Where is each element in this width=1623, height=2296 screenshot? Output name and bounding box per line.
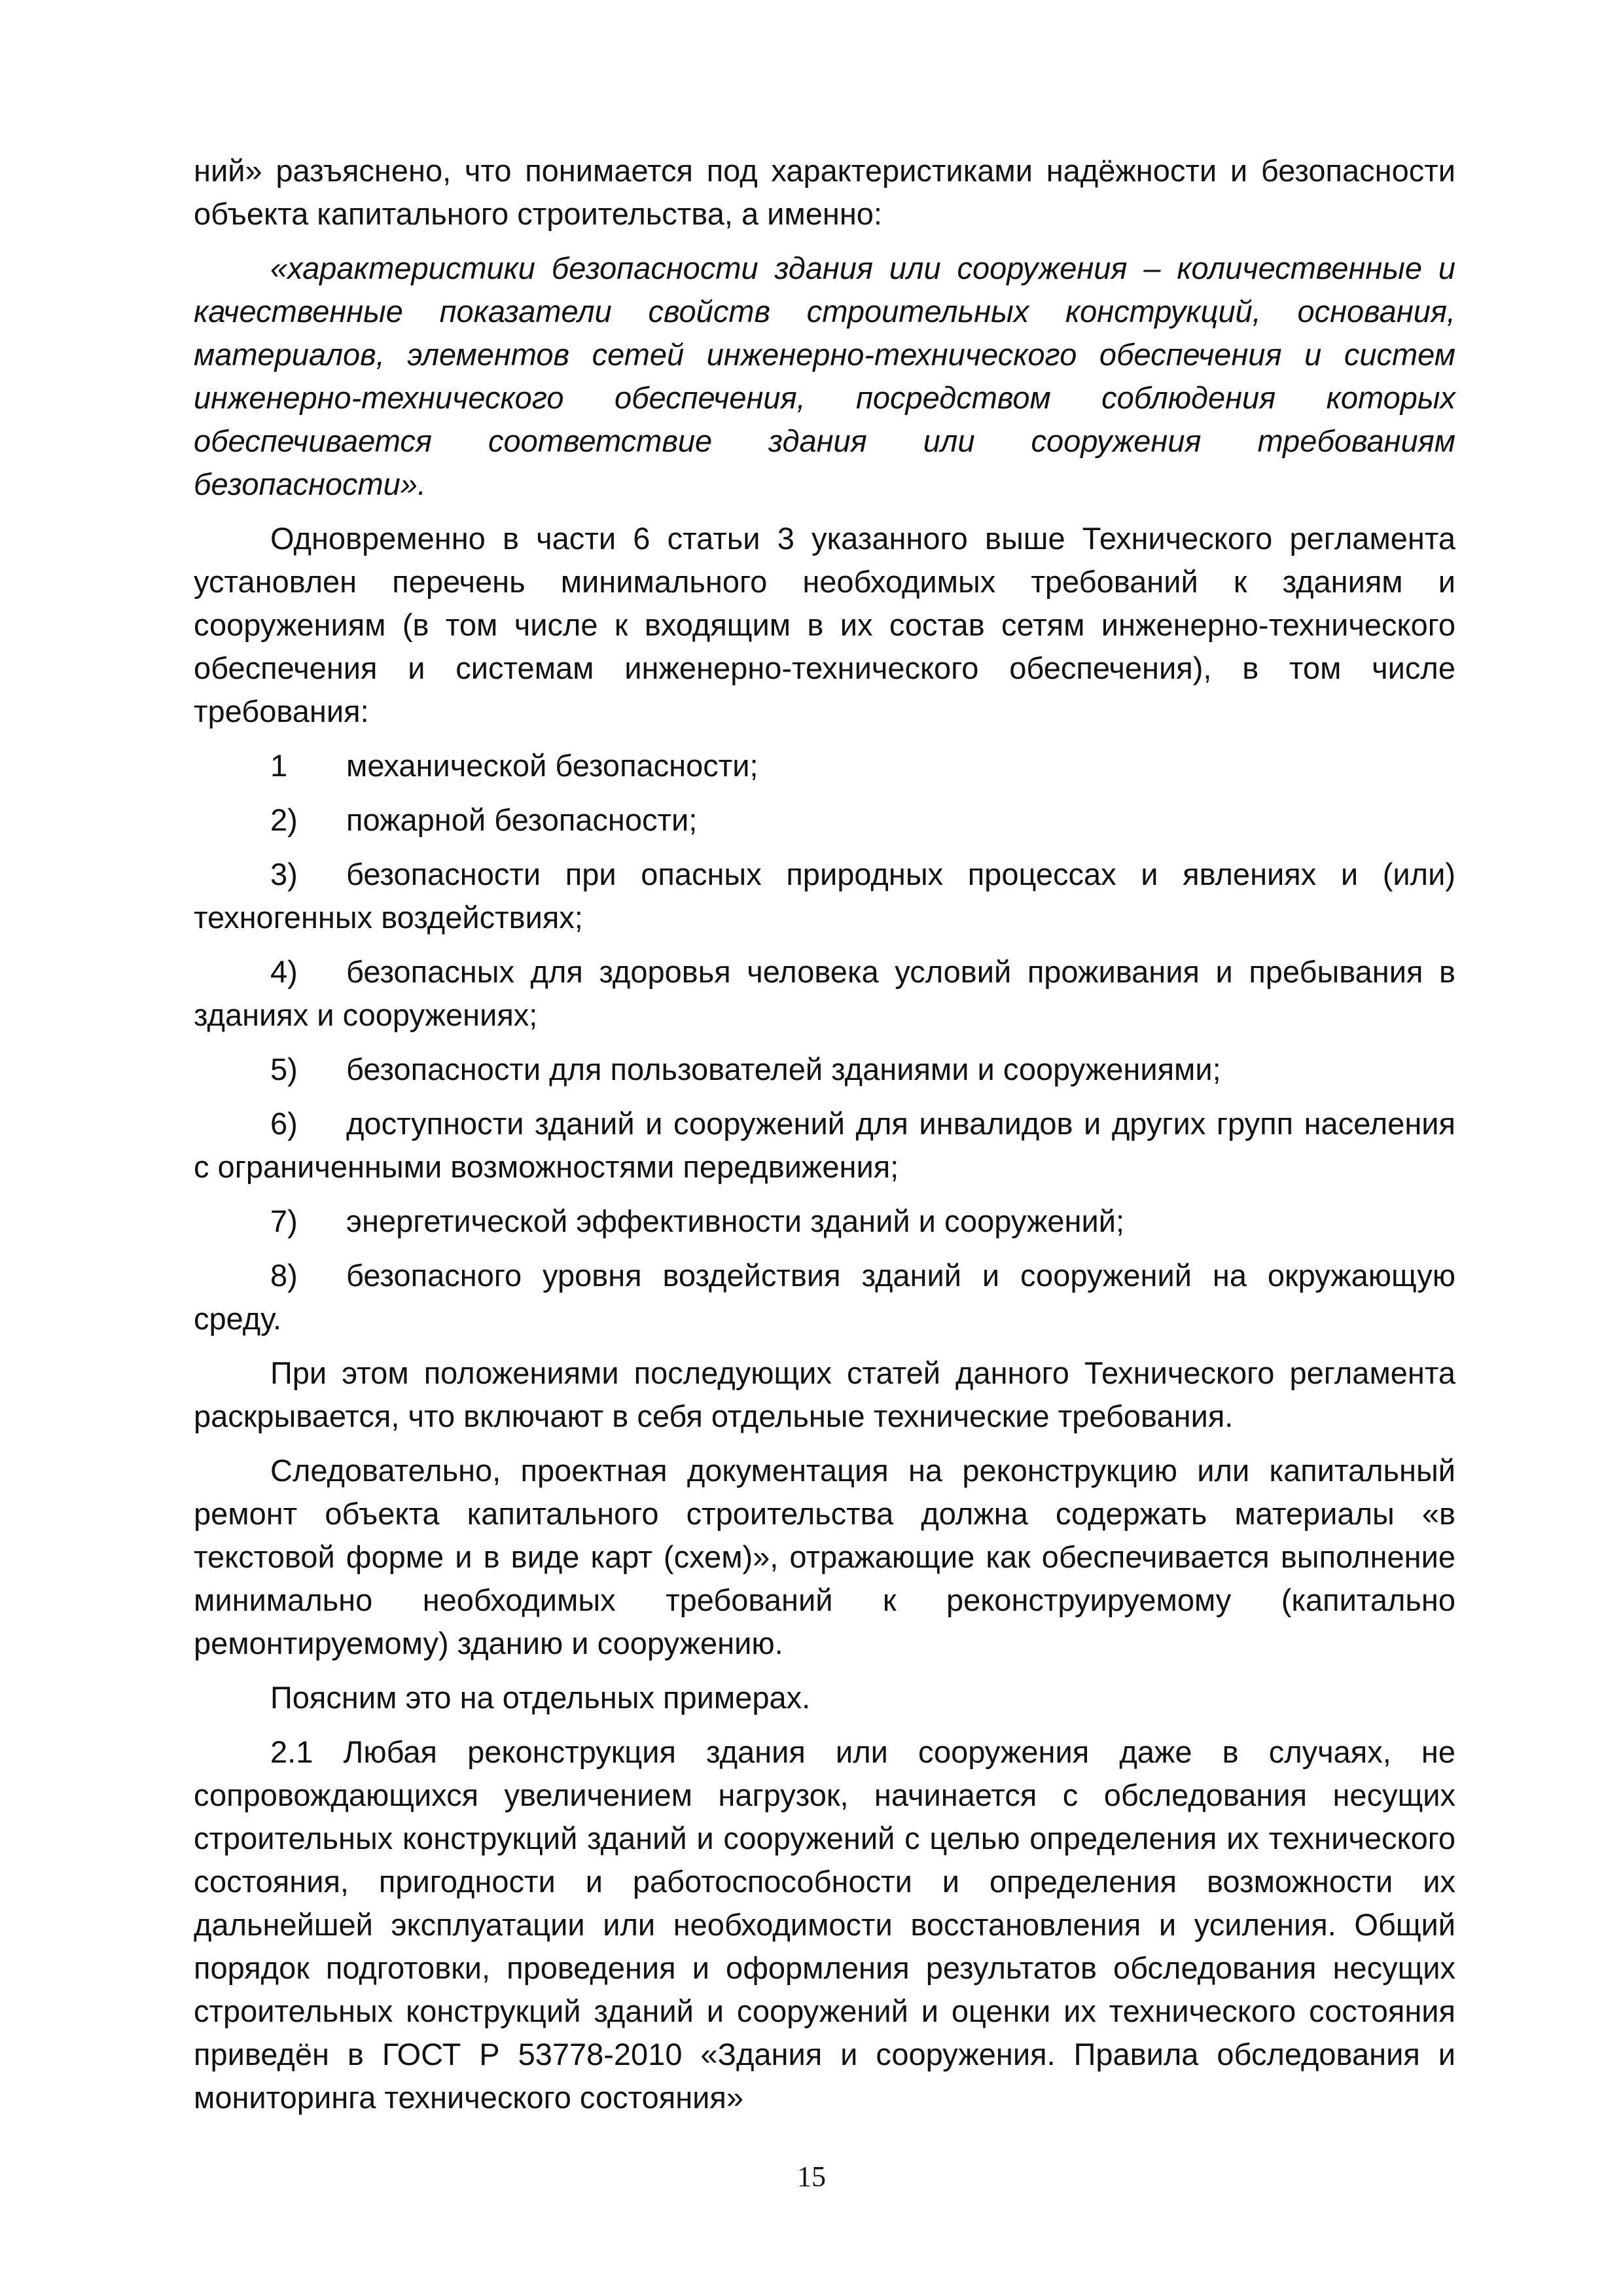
list-item-number: 3): [270, 857, 298, 891]
list-item-text: безопасности для пользователей зданиями и сооружениями;: [346, 1052, 1221, 1086]
list-item-text: доступности зданий и сооружений для инвалидов и других групп населения с ограниченными возможностями передвижения;: [194, 1106, 1455, 1184]
list-item: [194, 798, 1455, 842]
list-item-number: 4): [270, 954, 298, 989]
list-item: [194, 1048, 1455, 1091]
list-item: [194, 1254, 1455, 1340]
list-item: [194, 744, 1455, 787]
paragraph-project-documentation: Следовательно, проектная документация на реконструкцию или капитальный ремонт объекта капитального строительства должна содержать материалы «в текстовой форме и в виде карт (схем)», отражающие как обеспечивается выполнение минимально необходимых требований к реконструируемому (капитально ремонтируемому) зданию и сооружению.: [194, 1453, 1455, 1660]
requirements-list: [194, 744, 1455, 1340]
paragraph-continuation: ний» разъяснено, что понимается под характеристиками надёжности и безопасности объекта капитального строительства, а именно:: [194, 153, 1455, 231]
list-item-number: 1: [270, 748, 288, 783]
paragraph-section-2-1: 2.1 Любая реконструкция здания или сооружения даже в случаях, не сопровождающихся увеличением нагрузок, начинается с обследования несущих строительных конструкций зданий и сооружений с целью определения их технического состояния, пригодности и работоспособности и определения возможности их дальнейшей эксплуатации или необходимости восстановления и усиления. Общий порядок подготовки, проведения и оформления результатов обследования несущих строительных конструкций зданий и сооружений и оценки их технического состояния приведён в ГОСТ Р 53778-2010 «Здания и сооружения. Правила обследования и мониторинга технического состояния»: [194, 1734, 1455, 2115]
list-item: [194, 1200, 1455, 1243]
list-item-number: 7): [270, 1204, 298, 1238]
list-item: [194, 1102, 1455, 1189]
list-item-text: пожарной безопасности;: [346, 802, 698, 837]
page-number: 15: [797, 2161, 826, 2193]
list-item: [194, 853, 1455, 939]
list-item-number: 2): [270, 802, 298, 837]
paragraph-requirements-intro: Одновременно в части 6 статьи 3 указанного выше Технического регламента установлен перечень минимального необходимых требований к зданиям и сооружениям (в том числе к входящим в их состав сетям инженерно-технического обеспечения и системам инженерно-технического обеспечения), в том числе требования:: [194, 521, 1455, 728]
list-item-text: механической безопасности;: [346, 748, 758, 783]
list-item-number: 6): [270, 1106, 298, 1141]
paragraph-quote-definition: «характеристики безопасности здания или сооружения – количественные и качественные показатели свойств строительных конструкций, основания, материалов, элементов сетей инженерно-технического обеспечения и систем инженерно-технического обеспечения, посредством соблюдения которых обеспечивается соответствие здания или сооружения требованиям безопасности».: [194, 251, 1455, 501]
list-item-number: 5): [270, 1052, 298, 1086]
list-item-text: безопасного уровня воздействия зданий и сооружений на окружающую среду.: [194, 1258, 1455, 1336]
list-item-text: безопасности при опасных природных процессах и явлениях и (или) техногенных воздействиях;: [194, 857, 1455, 935]
list-item-text: безопасных для здоровья человека условий проживания и пребывания в зданиях и сооружениях;: [194, 954, 1455, 1032]
list-item-text: энергетической эффективности зданий и сооружений;: [346, 1204, 1125, 1238]
list-item-number: 8): [270, 1258, 298, 1293]
paragraph-examples-intro: Поясним это на отдельных примерах.: [270, 1680, 811, 1715]
body-text: [194, 149, 1455, 2130]
paragraph-regulation-articles: При этом положениями последующих статей данного Технического регламента раскрывается, что включают в себя отдельные технические требования.: [194, 1355, 1455, 1433]
list-item: [194, 950, 1455, 1037]
